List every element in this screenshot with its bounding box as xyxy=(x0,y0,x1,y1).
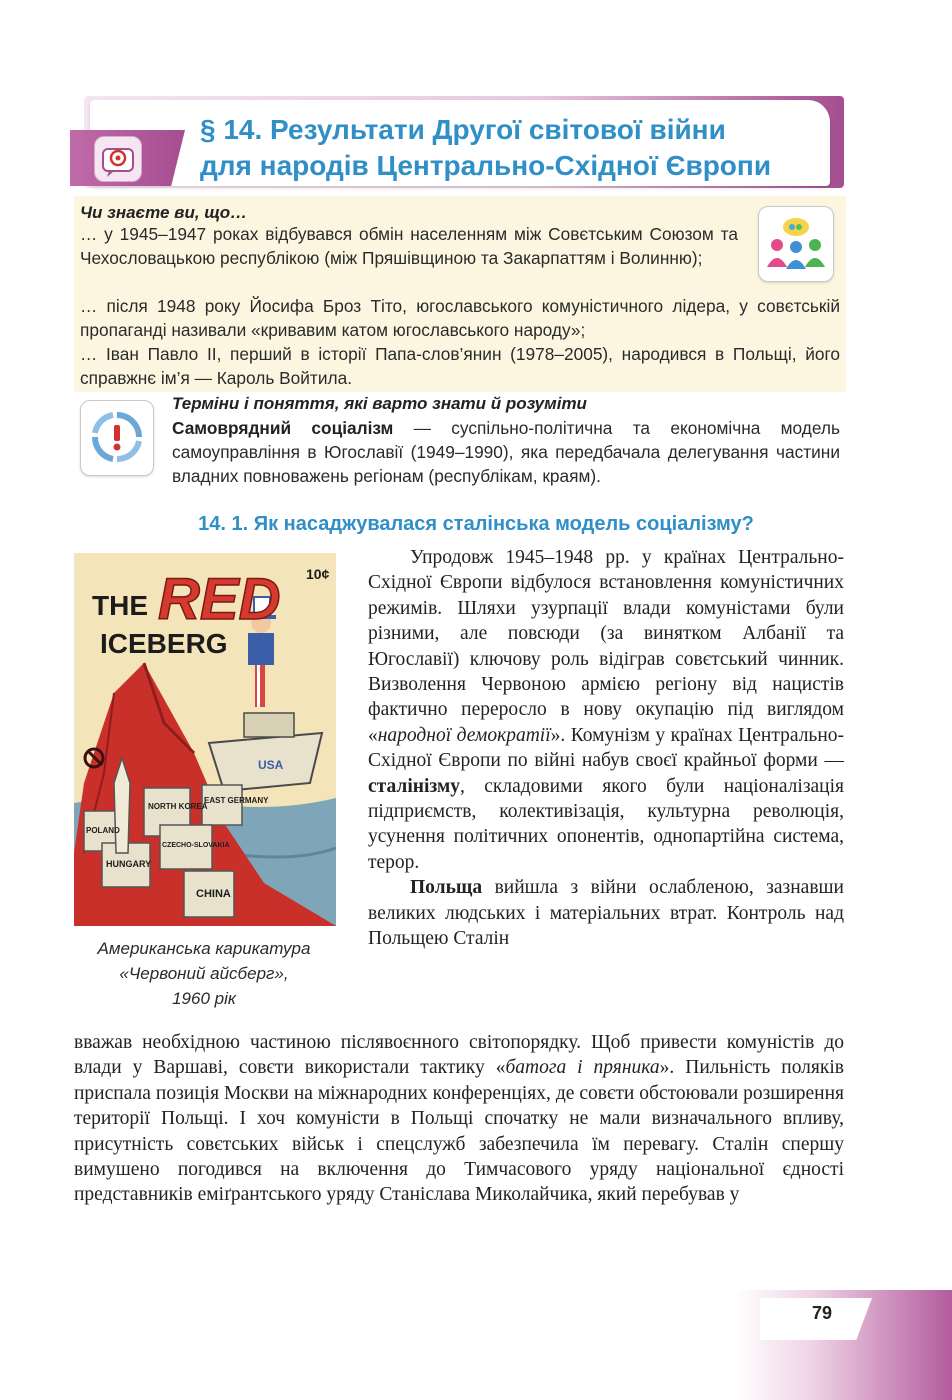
paragraph-2-part-c: ». Пильність поляків приспала позиція Москви на міжнародних конференціях, де совєти обстоювали розширення території Польщі. І хоч комуністи в Польщі спочатку не мали визначального впливу, присутність совєтських військ і спецслужб забезпечила їм перевагу. Сталін спершу вимушено погодився на включення до Тимчасового уряду національної єдності представників еміґрантського уряду Станіслава Миколайчика, який перебував у xyxy=(74,1057,844,1206)
page-number: 79 xyxy=(811,1303,833,1323)
did-you-know-item-1: … у 1945–1947 роках відбувався обмін населенням між Совєтським Союзом та Чехословацькою республікою (між Пряшівщиною та Закарпаттям і Волинню); xyxy=(80,224,738,268)
paragraph-stalinism xyxy=(368,545,844,875)
term-name: Самоврядний соціалізм xyxy=(172,418,394,438)
people-discussion-icon xyxy=(758,206,834,282)
paragraph-2-strong: Польща xyxy=(410,877,483,899)
poster-label-hungary: HUNGARY xyxy=(106,859,152,869)
red-iceberg-poster-image xyxy=(74,553,336,926)
poster-title-iceberg: ICEBERG xyxy=(100,628,228,659)
paragraph-2-part-a: вийшла з війни ослабленою, зазнавши великих людських і матеріальних втрат. Контроль над Польщею Сталін xyxy=(368,877,844,950)
did-you-know-item-2: … після 1948 року Йосифа Броз Тіто, югославського комуністичного лідера, у совєтській пропаганді називали «кривавим катом югославського народу»; xyxy=(80,296,840,340)
poster-label-china: CHINA xyxy=(196,888,231,900)
figure-caption xyxy=(64,936,344,1011)
terms-definition xyxy=(172,416,840,488)
term-definition-text: — суспільно-політична та економічна модель самоуправління в Югославії (1949–1990), яка передбачала делегування частини владних повноважень регіонам (республікам, краям). xyxy=(172,418,840,486)
paragraph-poland-start xyxy=(368,875,844,951)
paragraph-poland-continued xyxy=(74,1030,844,1208)
paragraph-1-part-c: , складовими якого були націоналізація підприємств, колективізація, культурна революція, усунення політичних опонентів, однопартійна система, терор. xyxy=(368,775,844,873)
paragraph-2-emphasis: батога і пряника xyxy=(505,1057,660,1079)
page-title-line-2: для народів Центрально-Східної Європи xyxy=(200,150,772,181)
paragraph-1-strong: сталінізму xyxy=(368,775,460,797)
poster-ship-label: USA xyxy=(258,758,284,772)
paragraph-1-emphasis: народної демократії xyxy=(377,724,551,746)
exclamation-cycle-icon xyxy=(80,400,154,476)
did-you-know-item-3: … Іван Павло II, перший в історії Папа-слов’янин (1978–2005), народився в Польщі, його справжнє ім’я — Кароль Войтила. xyxy=(80,344,840,388)
poster-price: 10¢ xyxy=(306,566,330,582)
caption-line-2: «Червоний айсберг», xyxy=(119,964,289,983)
poster-label-czechoslovakia: CZECHO-SLOVAKIA xyxy=(162,842,230,849)
poster-label-poland: POLAND xyxy=(86,826,120,835)
terms-heading: Терміни і поняття, які варто знати й розуміти xyxy=(172,394,587,413)
poster-title-red: RED xyxy=(158,567,281,632)
caption-line-1: Американська карикатура xyxy=(97,939,311,958)
body-text-column xyxy=(368,545,844,952)
paragraph-2-part-b: вважав необхідною частиною післявоєнного світопорядку. Щоб привести комуністів до влади у Варшаві, совєти використали тактику « xyxy=(74,1032,844,1079)
caption-line-3: 1960 рік xyxy=(172,989,236,1008)
lesson-target-icon xyxy=(94,136,142,182)
poster-label-east-germany: EAST GERMANY xyxy=(204,796,269,805)
poster-label-north-korea: NORTH KOREA xyxy=(148,802,208,811)
section-heading: 14. 1. Як насаджувалася сталінська модель соціалізму? xyxy=(198,513,754,535)
did-you-know-heading: Чи знаєте ви, що… xyxy=(80,203,248,222)
page-title xyxy=(200,112,830,184)
page-title-line-1: § 14. Результати Другої світової війни xyxy=(200,114,726,145)
paragraph-1-part-a: Упродовж 1945–1948 рр. у країнах Центрально-Східної Європи відбулося встановлення комуністичних режимів. Шляхи узурпації влади комуністами були різними, але повсюди (за винятком Албанії та Югославії) ключову роль відіграв совєтський чинник. Визволення Червоною армією регіону від нацистів фактично переросло в нову окупацію під виглядом « xyxy=(368,547,844,746)
paragraph-1-part-b: ». Комунізм у країнах Центрально-Східної Європи по війні набув своєї крайньої форми — xyxy=(368,724,844,772)
poster-title-the: THE xyxy=(92,590,148,621)
